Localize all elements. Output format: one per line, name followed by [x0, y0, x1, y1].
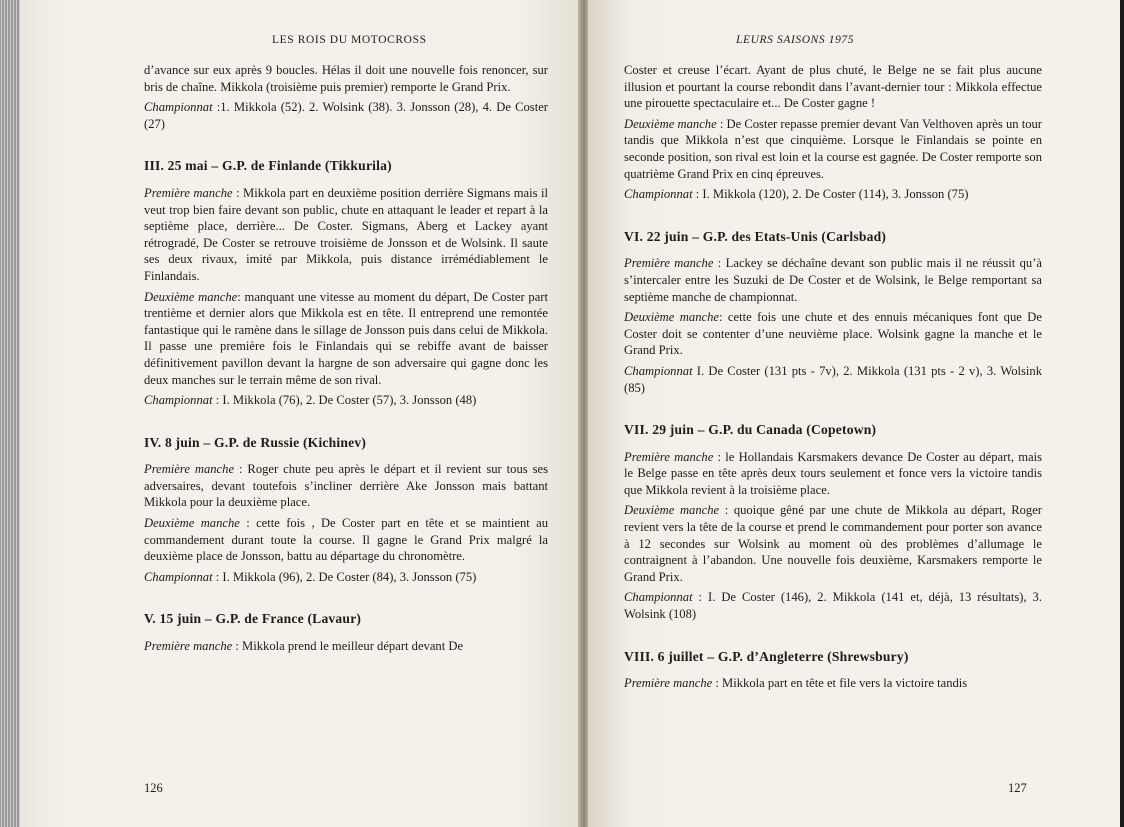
- paragraph: [144, 62, 548, 95]
- paragraph: [624, 363, 1042, 396]
- section-heading: III. 25 mai – G.P. de Finlande (Tikkurila): [144, 158, 392, 174]
- paragraph-text: : Mikkola prend le meilleur départ devant De: [232, 639, 464, 654]
- paragraph-text: : Mikkola part en tête et file vers la victoire tandis: [712, 676, 968, 691]
- paragraph-label: Première manche: [144, 639, 233, 654]
- section-heading: VIII. 6 juillet – G.P. d’Angleterre (Shrewsbury): [624, 648, 909, 664]
- right-page-body: [624, 62, 1042, 692]
- left-page-number: 126: [144, 781, 163, 795]
- paragraph-label: Première manche: [624, 449, 714, 464]
- paragraph: [144, 515, 548, 565]
- paragraph-label: Championnat: [624, 590, 693, 605]
- right-page-number: 127: [1008, 781, 1027, 795]
- paragraph: [624, 675, 1042, 692]
- paragraph: [624, 502, 1042, 585]
- paragraph-label: Deuxième manche: [624, 503, 720, 518]
- paragraph-label: Championnat: [144, 100, 213, 115]
- paragraph: [144, 461, 548, 511]
- paragraph-text: : I. De Coster (146), 2. Mikkola (141 et, déjà, 13 résultats), 3. Wolsink (108): [624, 590, 1042, 622]
- paragraph: [624, 186, 1042, 203]
- paragraph-text: : manquant une vitesse au moment du départ, De Coster part trentième et dernier alors que Mikkola est en tête. Il entreprend une remontée fantastique qui le ramène dans le sillage de Jonsson puis dans celui de Mikkola. Il passe une première fois le Finlandais qui se rebiffe avant de baisser définitivement pavillon devant la hargne de son adversaire qui gagne donc les deux manches sur le terrain même de son rival.: [144, 289, 548, 387]
- paragraph-text: : cette fois une chute et des ennuis mécaniques font que De Coster doit se contenter d’une neuvième place. Wolsink gagne la manche et le Grand Prix.: [624, 310, 1042, 358]
- paragraph-text: : cette fois , De Coster part en tête et se maintient au commandement durant toute la course. Il gagne le Grand Prix malgré la deuxième place de Jonsson, battu au départage du chronomètre.: [144, 516, 548, 564]
- paragraph: [144, 185, 548, 285]
- right-page: [588, 0, 1120, 827]
- section-heading: VI. 22 juin – G.P. des Etats-Unis (Carlsbad): [624, 228, 887, 244]
- paragraph: [144, 638, 548, 655]
- paragraph-text: : le Hollandais Karsmakers devance De Coster au départ, mais le Belge passe en tête après deux tours seulement et fonce vers la victoire tandis que Mikkola revient à la troisième place.: [624, 449, 1042, 497]
- paragraph-text: : I. Mikkola (96), 2. De Coster (84), 3. Jonsson (75): [212, 569, 477, 584]
- paragraph-text: : quoique gêné par une chute de Mikkola au départ, Roger revient vers la tête de la course et prend le commandement pour porter son avance à 12 secondes sur Wolsink au moment où des problèmes d’allumage le contraignent à l’abandon. Une nouvelle fois deuxième, Karsmakers remporte le Grand Prix.: [624, 503, 1042, 584]
- page-edges: [0, 0, 20, 827]
- paragraph-text: Coster et creuse l’écart. Ayant de plus chuté, le Belge ne se fait plus aucune illusion et pourtant la course rebondit dans l’avant-dernier tour : Mikkola effectue une pirouette spectaculaire et... De Coster gagne !: [624, 63, 1042, 111]
- paragraph-text: : De Coster repasse premier devant Van Velthoven après un tour tandis que Mikkola n’est que cinquième. Lorsque le Finlandais se pointe en seconde position, son rival est loin et la course est gagnée. De Coster remporte son quatrième Grand Prix en cinq épreuves.: [624, 116, 1042, 181]
- paragraph-label: Première manche: [624, 676, 713, 691]
- paragraph: [624, 309, 1042, 359]
- paragraph-text: :1. Mikkola (52). 2. Wolsink (38). 3. Jonsson (28), 4. De Coster (27): [144, 100, 548, 131]
- section-heading: VII. 29 juin – G.P. du Canada (Copetown): [624, 422, 877, 438]
- left-page-body: [144, 62, 548, 655]
- right-running-header: LEURS SAISONS 1975: [736, 34, 855, 46]
- paragraph-label: Deuxième manche: [624, 116, 717, 131]
- paragraph: [624, 116, 1042, 182]
- paragraph-label: Première manche: [144, 185, 233, 200]
- paragraph-text: : I. Mikkola (76), 2. De Coster (57), 3. Jonsson (48): [212, 393, 477, 408]
- paragraph-text: d’avance sur eux après 9 boucles. Hélas il doit une nouvelle fois renoncer, sur bris de chaîne. Mikkola (troisième puis premier) remporte le Grand Prix.: [144, 63, 548, 94]
- left-page: [12, 0, 580, 827]
- paragraph: [624, 589, 1042, 622]
- paragraph: [144, 289, 548, 389]
- paragraph-label: Première manche: [624, 256, 714, 271]
- paragraph-label: Deuxième manche: [144, 289, 238, 304]
- section-heading: V. 15 juin – G.P. de France (Lavaur): [144, 611, 362, 627]
- paragraph: [624, 62, 1042, 112]
- paragraph-label: Championnat: [144, 393, 213, 408]
- paragraph-text: : Mikkola part en deuxième position derrière Sigmans mais il veut trop bien faire devant son public, chute en attaquant le leader et repart à la septième place, derrière... De Coster. Sigmans, Aberg et Lackey ayant rétrogradé, De Coster se retrouve troisième de Jonsson et de Wolsink. Il saute ses deux rivaux, imité par Mikkola, puis distance irrémédiablement le Finlandais.: [144, 185, 548, 283]
- left-running-header: LES ROIS DU MOTOCROSS: [272, 34, 427, 46]
- paragraph: [144, 99, 548, 132]
- paragraph-text: : Roger chute peu après le départ et il revient sur tous ses adversaires, devant toutefois s’incliner derrière Ake Jonsson mais battant Mikkola pour la deuxième place.: [144, 462, 548, 510]
- paragraph-text: I. De Coster (131 pts - 7v), 2. Mikkola (131 pts - 2 v), 3. Wolsink (85): [624, 363, 1042, 395]
- section-heading: IV. 8 juin – G.P. de Russie (Kichinev): [144, 434, 367, 450]
- paragraph: [144, 392, 548, 409]
- paragraph: [624, 255, 1042, 305]
- paragraph-label: Championnat: [624, 187, 693, 202]
- paragraph-label: Championnat: [144, 569, 213, 584]
- paragraph-label: Première manche: [144, 462, 235, 477]
- paragraph: [144, 569, 548, 586]
- paragraph-text: : Lackey se déchaîne devant son public mais il ne réussit qu’à s’intercaler entre les Suzuki de De Coster et de Wolsink, le Belge remportant sa septième manche de championnat.: [624, 256, 1042, 304]
- paragraph-text: : I. Mikkola (120), 2. De Coster (114), 3. Jonsson (75): [692, 187, 969, 202]
- paragraph-label: Championnat: [624, 363, 693, 378]
- paragraph-label: Deuxième manche: [144, 516, 240, 531]
- paragraph: [624, 449, 1042, 499]
- paragraph-label: Deuxième manche: [624, 310, 719, 325]
